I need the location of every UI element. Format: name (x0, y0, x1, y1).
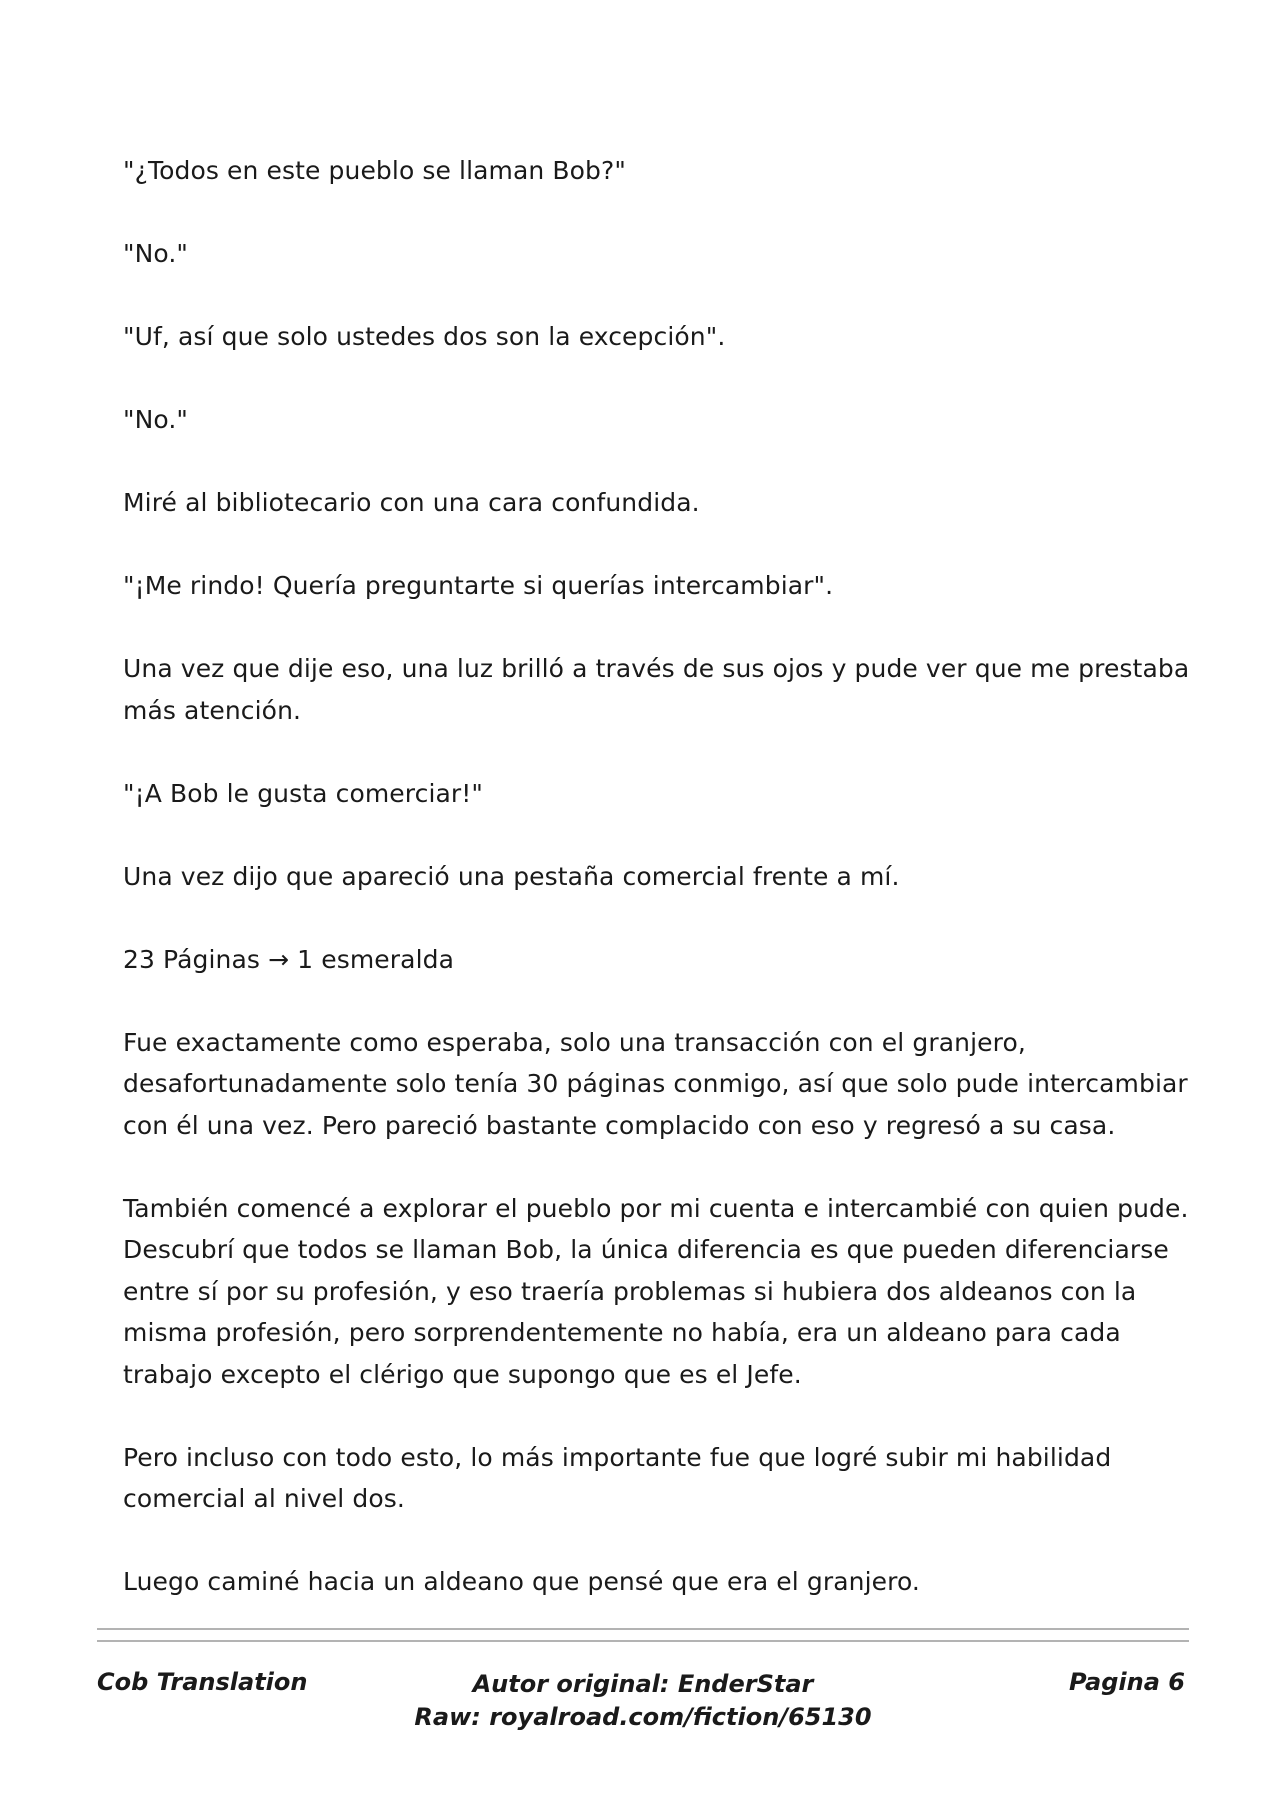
paragraph-1: "¿Todos en este pueblo se llaman Bob?" (123, 156, 626, 185)
footer-translator: Cob Translation (97, 1668, 308, 1696)
paragraph-7: Una vez que dije eso, una luz brilló a través de sus ojos y pude ver que me prestaba más atención. (123, 654, 1190, 725)
paragraph-10: 23 Páginas → 1 esmeralda (123, 944, 455, 974)
page-footer (97, 1668, 1189, 1748)
paragraph-11: Fue exactamente como esperaba, solo una transacción con el granjero, desafortunadamente solo tenía 30 páginas conmigo, así que solo pude intercambiar con él una vez. Pero pareció bastante complacido con eso y regresó a su casa. (123, 1027, 1188, 1140)
page-number: Pagina 6 (1069, 1668, 1185, 1696)
paragraph-6: "¡Me rindo! Quería preguntarte si querías intercambiar". (123, 571, 834, 600)
paragraph-8: "¡A Bob le gusta comerciar!" (123, 778, 484, 808)
paragraph-13: Pero incluso con todo esto, lo más importante fue que logré subir mi habilidad comercial al nivel dos. (123, 1442, 1112, 1513)
paragraph-9: Una vez dijo que apareció una pestaña comercial frente a mí. (123, 861, 900, 891)
body-text (123, 150, 1203, 1644)
footer-credits (97, 1668, 1189, 1734)
paragraph-4: "No." (123, 405, 189, 434)
footer-author: Autor original: EnderStar (472, 1670, 814, 1698)
footer-divider-top (97, 1628, 1189, 1630)
paragraph-2: "No." (123, 239, 189, 268)
paragraph-3: "Uf, así que solo ustedes dos son la excepción". (123, 322, 726, 351)
paragraph-14: Luego caminé hacia un aldeano que pensé que era el granjero. (123, 1567, 920, 1596)
footer-divider-bottom (97, 1640, 1189, 1642)
paragraph-12: También comencé a explorar el pueblo por mi cuenta e intercambié con quien pude. Descubrí que todos se llaman Bob, la única diferencia es que pueden diferenciarse entre sí por su profesión, y eso traería problemas si hubiera dos aldeanos con la misma profesión, pero sorprendentemente no había, era un aldeano para cada trabajo excepto el clérigo que supongo que es el Jefe. (123, 1193, 1189, 1389)
paragraph-5: Miré al bibliotecario con una cara confundida. (123, 488, 700, 517)
footer-source: Raw: royalroad.com/fiction/65130 (414, 1703, 872, 1731)
